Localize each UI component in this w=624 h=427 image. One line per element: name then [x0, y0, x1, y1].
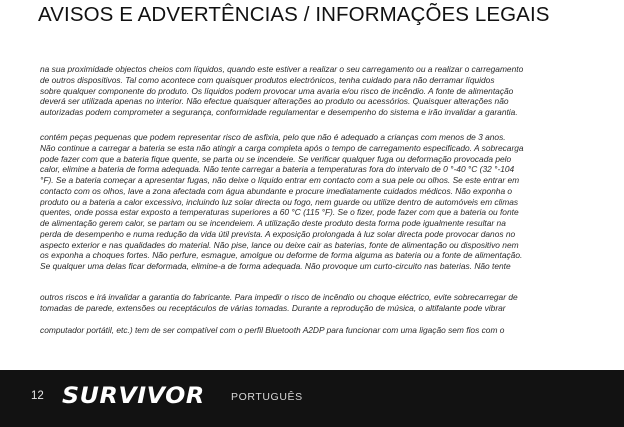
text-line: de outros dispositivos. Tal como acontece com quaisquer produtos electrónicos, tenha cuidado para não derramar líquidos — [40, 74, 495, 85]
text-line: sobre qualquer componente do produto. Os líquidos podem provocar uma avaria e/ou risco de incêndio. A fonte de alimentação — [40, 85, 514, 96]
paragraph-fragment — [40, 292, 588, 314]
text-line: quentes, onde possa estar exposto a temperaturas superiores a 60 °C (115 °F). Se o fizer, pode fazer com que a bateria ou fonte — [40, 207, 519, 218]
text-line: produto ou a bateria a calor excessivo, incluindo luz solar directa ou fogo, nem guarde ou utilize dentro de automóveis em climas — [40, 196, 519, 207]
page-number: 12 — [31, 390, 44, 402]
text-line: calor, elimine a bateria de forma adequada. Não tente carregar a bateria a temperaturas fora do intervalo de 0 °-40 °C (32 °-104 — [40, 164, 515, 175]
text-line: computador portátil, etc.) tem de ser compatível com o perfil Bluetooth A2DP para funcionar com uma ligação sem fios com o — [40, 325, 505, 335]
text-line: na sua proximidade objectos cheios com líquidos, quando este estiver a realizar o seu carregamento ou a realizar o carregamento — [40, 64, 524, 74]
paragraph-fragment — [40, 64, 588, 118]
text-line: contém peças pequenas que podem representar risco de asfixia, pelo que não é adequado a crianças com menos de 3 anos. — [40, 132, 506, 142]
language-label: PORTUGUÊS — [231, 391, 303, 403]
text-line: de alimentação gerem calor, se partam ou se incendeiem. A utilização deste produto desta forma pode igualmente resultar na — [40, 218, 506, 228]
page-title: AVISOS E ADVERTÊNCIAS / INFORMAÇÕES LEGAIS — [38, 3, 550, 26]
text-line: Se qualquer uma delas ficar deformada, elimine-a de forma adequada. Não provoque um curto-circuito nas baterias. Não tente — [40, 261, 511, 271]
text-line: autorizadas podem comprometer a segurança, conformidade regulamentar e desempenho do sistema e irão invalidar a garantia. — [40, 107, 518, 117]
text-line: aspecto exterior e nas qualidades do material. Não pise, lance ou deixe cair as baterias, fonte de alimentação ou dispositivo nem — [40, 239, 519, 250]
text-line: os exponha a choques fortes. Não perfure, esmague, amolgue ou deforme de forma alguma as bateria ou a fonte de alimentação. — [40, 250, 523, 261]
text-line: Não continue a carregar a bateria se esta não atingir a carga completa após o tempo de carregamento especificado. A sobrecarga — [40, 142, 524, 153]
text-line: pode fazer com que a bateria fique quente, se parta ou se incendeie. Se verificar qualquer fuga ou deformação provocada pelo — [40, 153, 512, 164]
text-line: °F). Se a bateria começar a apresentar fugas, não deixe o líquido entrar em contacto com a sua pele ou olhos. Se este entrar em — [40, 175, 520, 185]
text-line: tomadas de parede, extensões ou receptáculos de várias tomadas. Durante a reprodução de música, o altifalante pode vibrar — [40, 302, 506, 313]
paragraph-fragment — [40, 325, 588, 336]
text-line: deverá ser utilizada apenas no interior. Não efectue quaisquer alterações ao produto ou acessórios. Quaisquer alterações não — [40, 96, 509, 107]
paragraph-fragment — [40, 132, 588, 272]
page-footer — [0, 370, 624, 427]
text-line: perda de desempenho e numa redução da vida útil prevista. A exposição prolongada à luz solar directa pode provocar danos no — [40, 228, 516, 239]
brand-logo: SURVIVOR — [62, 384, 205, 409]
text-line: contacto com os olhos, lave a zona afectada com água abundante e procure imediatamente cuidados médicos. Não exponha o — [40, 185, 513, 196]
text-line: outros riscos e irá invalidar a garantia do fabricante. Para impedir o risco de incêndio ou choque eléctrico, evite sobrecarregar de — [40, 292, 518, 302]
